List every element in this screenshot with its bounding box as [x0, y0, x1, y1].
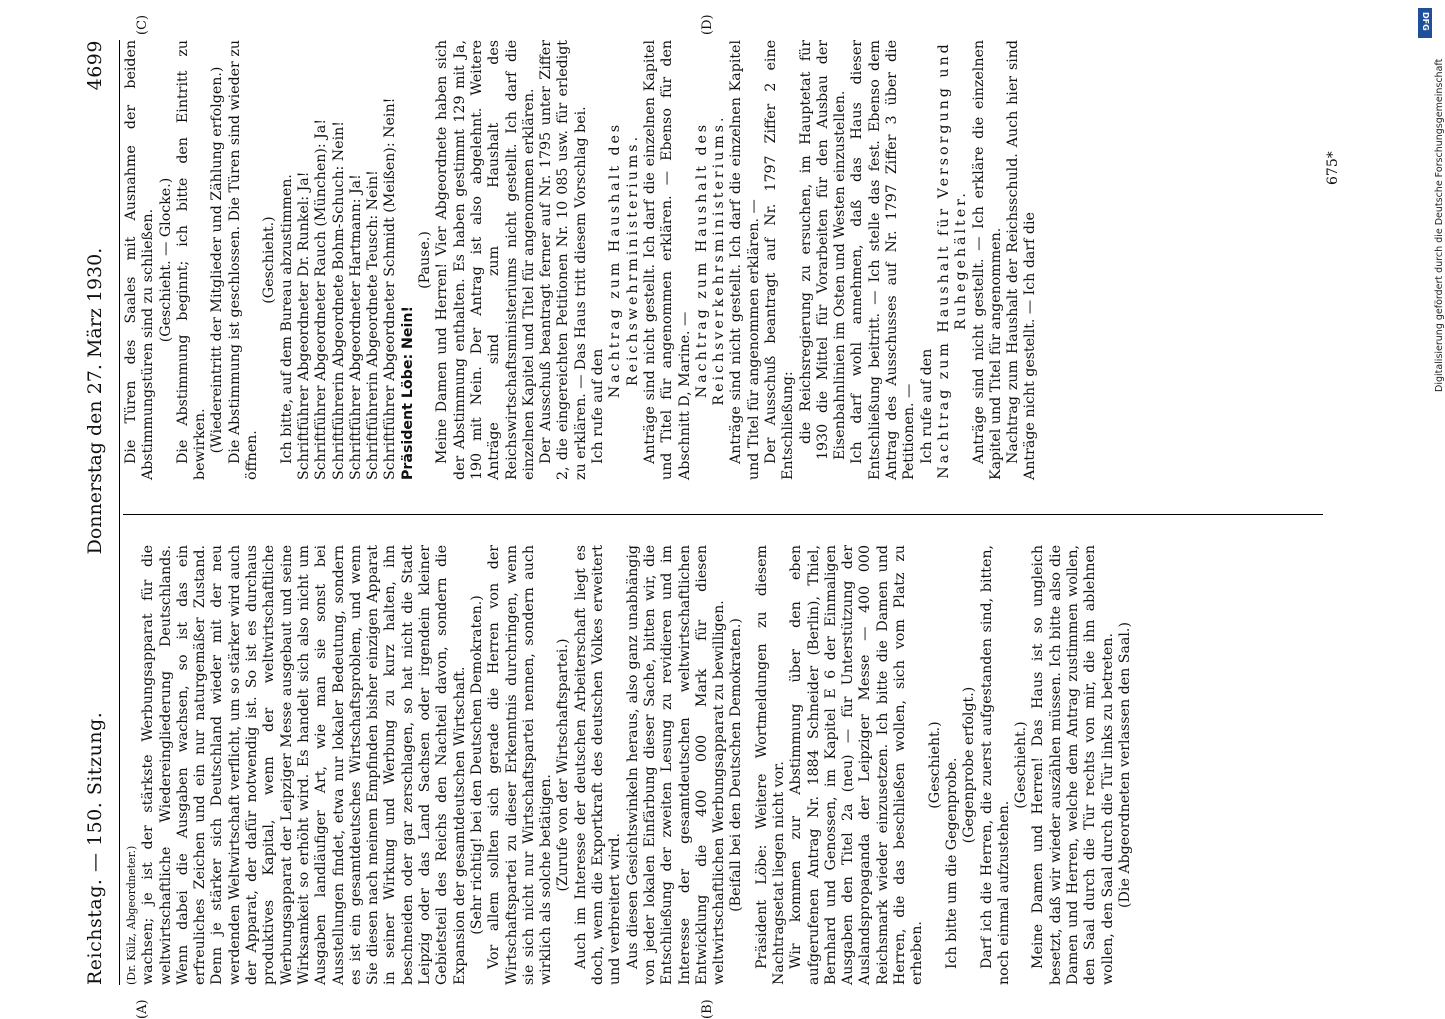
- paragraph: Ich darf wohl annehmen, daß das Haus dieser Entschließung beitritt. — Ich stelle das fest. Ebenso dem Antrag des Ausschusses auf Nr. 1797 Ziffer 3 über die Petitionen. —: [849, 40, 918, 480]
- paragraph: Ich rufe auf den: [918, 348, 935, 464]
- agenda-item: Nachtrag zum Haushalt für Versorgung und Ruhegehälter.: [935, 41, 970, 479]
- rotated-page: [75, 14, 1365, 1019]
- agenda-item: Nachtrag zum Haushalt des Reichsverkehrsministeriums.: [693, 114, 728, 406]
- paragraph: Ich bitte um die Gegenprobe.: [943, 757, 960, 969]
- paragraph: Meine Damen und Herren! Vier Abgeordnete haben sich der Abstimmung enthalten. Es haben gestimmt 129 mit Ja, 190 mit Nein. Der Antrag ist also abgelehnt. Weitere Anträge sind zum Haushalt des Reichswirtschaftsministeriums nicht gestellt. Ich darf die einzelnen Kapitel und Titel für angenommen erklären.: [434, 40, 537, 480]
- interjection: (Pause.): [417, 231, 434, 289]
- dfg-logo: DFG: [1418, 8, 1432, 38]
- resolution-text: die Reichsregierung zu ersuchen, im Hauptetat für 1930 die Mittel für Vorarbeiten für den Ausbau der Eisenbahnlinien im Osten und Westen einzustellen.: [797, 40, 849, 460]
- vote-line: Schriftführerin Abgeordnete Bohm-Schuch: Nein!: [330, 121, 347, 480]
- paragraph: Wir kommen zur Abstimmung über den eben aufgerufenen Antrag Nr. 1884 Schneider (Berlin), Thiel, Bernhard und Genossen, im Kapitel E 6 der Einmaligen Ausgaben den Titel 2a (neu) — für Unterstützung der Auslandspropaganda der Leipziger Messe — 400 000 Reichsmark wieder einzusetzen. Ich bitte die Damen und Herren, die das beschließen wollen, sich vom Platz zu erheben.: [788, 545, 926, 985]
- column-divider: [123, 514, 1323, 515]
- paragraph: Anträge sind nicht gestellt. Ich darf die einzelnen Kapitel und Titel für angenommen erklären. —: [728, 40, 762, 480]
- vote-line: Schriftführerin Abgeordnete Teusch: Nein!: [365, 170, 382, 480]
- header-rule: [119, 40, 120, 985]
- paragraph: Vor allem sollten sich gerade die Herren von der Wirtschaftspartei zu dieser Erkenntnis durchringen, wenn sie sich nicht nur Wirtschaftspartei nennen, sondern auch wirklich als solche betätigen.: [486, 545, 555, 985]
- vote-line: Schriftführer Abgeordneter Hartmann: Ja!: [347, 174, 364, 480]
- interjection: (Geschieht.): [926, 721, 943, 809]
- interjection: (Geschieht. — Glocke.): [157, 177, 174, 343]
- dfg-notice: Digitalisierung gefördert durch die Deutsche Forschungsgemeinschaft: [1434, 58, 1445, 392]
- paragraph: Meine Damen und Herren! Das Haus ist so ungleich besetzt, daß wir wieder auszählen müssen. Ich bitte also die Damen und Herren, welche dem Antrag zustimmen wollen, den Saal durch die Tür rechts von mir, die ihn ablehnen wollen, den Saal durch die Tür links zu betreten.: [1030, 545, 1116, 985]
- interjection: (Gegenprobe erfolgt.): [961, 686, 978, 844]
- interjection: (Beifall bei den Deutschen Demokraten.): [728, 618, 745, 912]
- vote-line: Schriftführer Abgeordneter Schmidt (Meißen): Nein!: [382, 97, 399, 480]
- paragraph: Anträge sind nicht gestellt. Ich darf die einzelnen Kapitel und Titel für angenommen erklären. — Ebenso für den Abschnitt D, Marine. —: [641, 40, 693, 480]
- speaker-line: (Dr. Külz, Abgeordneter.): [125, 845, 138, 985]
- paragraph: Die Abstimmung beginnt; ich bitte den Eintritt zu bewirken.: [174, 40, 209, 480]
- interjection: (Geschieht.): [261, 216, 278, 304]
- paragraph: Ich rufe auf den: [590, 348, 607, 464]
- paragraph: Nachtrag zum Haushalt der Reichsschuld. Auch hier sind Anträge nicht gestellt. — Ich darf die: [1005, 40, 1039, 480]
- margin-letter-b: (B): [700, 999, 715, 1019]
- interjection: (Zurufe von der Wirtschaftspartei.): [555, 638, 572, 892]
- margin-letter-c: (C): [135, 14, 150, 35]
- interjection: (Sehr richtig! bei den Deutschen Demokraten.): [468, 595, 485, 935]
- margin-letter-a: (A): [135, 999, 150, 1019]
- vote-line: Schriftführer Abgeordneter Dr. Runkel: Ja!: [295, 171, 312, 480]
- paragraph-president: Präsident Löbe: Weitere Wortmeldungen zu diesem Nachtragsetat liegen nicht vor.: [753, 545, 787, 985]
- vote-line-president: Präsident Löbe: Nein!: [399, 306, 416, 480]
- agenda-item: Nachtrag zum Haushalt des Reichswehrministeriums.: [607, 121, 641, 399]
- paragraph: Anträge sind nicht gestellt. — Ich erkläre die einzelnen Kapitel und Titel für angenommen.: [970, 40, 1004, 480]
- header-left: Reichstag. — 150. Sitzung.: [84, 711, 106, 985]
- paragraph: Aus diesen Gesichtswinkeln heraus, also ganz unabhängig von jeder lokalen Einfärbung dieser Sache, bitten wir, die Entschließung der zweiten Lesung zu revidieren und im Interesse der gesamtdeutschen weltwirtschaftlichen Entwicklung die 400 000 Mark für diesen weltwirtschaftlichen Werbungsapparat zu bewilligen.: [624, 545, 728, 985]
- paragraph: Die Abstimmung ist geschlossen. Die Türen sind wieder zu öffnen.: [226, 40, 261, 480]
- interjection: (Wiedereintritt der Mitglieder und Zählung erfolgen.): [209, 66, 226, 454]
- paragraph: Der Ausschuß beantragt auf Nr. 1797 Ziffer 2 eine Entschließung:: [762, 40, 797, 480]
- page-header: [75, 40, 115, 985]
- interjection: (Geschieht.): [1013, 721, 1030, 809]
- paragraph: Ich bitte, auf dem Bureau abzustimmen.: [278, 174, 295, 464]
- paragraph: Darf ich die Herren, die zuerst aufgestanden sind, bitten, noch einmal aufzustehen.: [978, 545, 1012, 985]
- page-number: 4699: [84, 40, 106, 91]
- header-date: Donnerstag den 27. März 1930.: [84, 247, 106, 555]
- margin-letter-d: (D): [700, 14, 715, 35]
- left-column: [123, 545, 1343, 985]
- vote-line: Schriftführer Abgeordneter Rauch (München): Ja!: [313, 118, 330, 480]
- paragraph: wachsen; je ist der stärkste Werbungsapparat für die weltwirtschaftliche Wiedereingliederung Deutschlands. Wenn dabei die Ausgaben wachsen, so ist das ein erfreuliches Zeichen und ein nur naturgemäßer Zustand. Denn je stärker sich Deutschland wieder mit der neu werdenden Weltwirtschaft verflicht, um so stärker wird auch der Apparat, der dafür notwendig ist. So ist es durchaus produktives Kapital, wenn der weltwirtschaftliche Werbungsapparat der Leipziger Messe ausgebaut und seine Wirksamkeit so erhöht wird. Es handelt sich also nicht um Ausgaben landläufiger Art, wie man sie sonst bei Ausstellungen findet, etwa nur lokaler Bedeutung, sondern es ist ein gesamtdeutsches Wirtschaftsproblem, und wenn Sie diesen nach meinem Empfinden bisher einzigen Apparat in seiner Wirkung und Werbung zu kurz halten, ihn beschneiden oder gar zerschlagen, so hat nicht die Stadt Leipzig oder das Land Sachsen oder irgendein kleiner Gebietsteil des Reichs den Nachteil davon, sondern die Expansion der gesamtdeutschen Wirtschaft.: [140, 545, 468, 985]
- signature-mark: 675*: [1325, 151, 1341, 185]
- paragraph: Der Ausschuß beantragt ferner auf Nr. 1795 unter Ziffer 2, die eingereichten Petitionen Nr. 10 085 usw. für erledigt zu erklären. — Das Haus tritt diesem Vorschlag bei.: [538, 40, 589, 480]
- interjection: (Die Abgeordneten verlassen den Saal.): [1116, 622, 1133, 908]
- dfg-strip: [1416, 0, 1445, 1000]
- right-column: [123, 40, 1343, 480]
- paragraph: Die Türen des Saales mit Ausnahme der beiden Abstimmungstüren sind zu schließen.: [123, 40, 157, 480]
- paragraph: Auch im Interesse der deutschen Arbeiterschaft liegt es doch, wenn die Exportkraft des deutschen Volkes erweitert und verbreitert wird.: [572, 545, 624, 985]
